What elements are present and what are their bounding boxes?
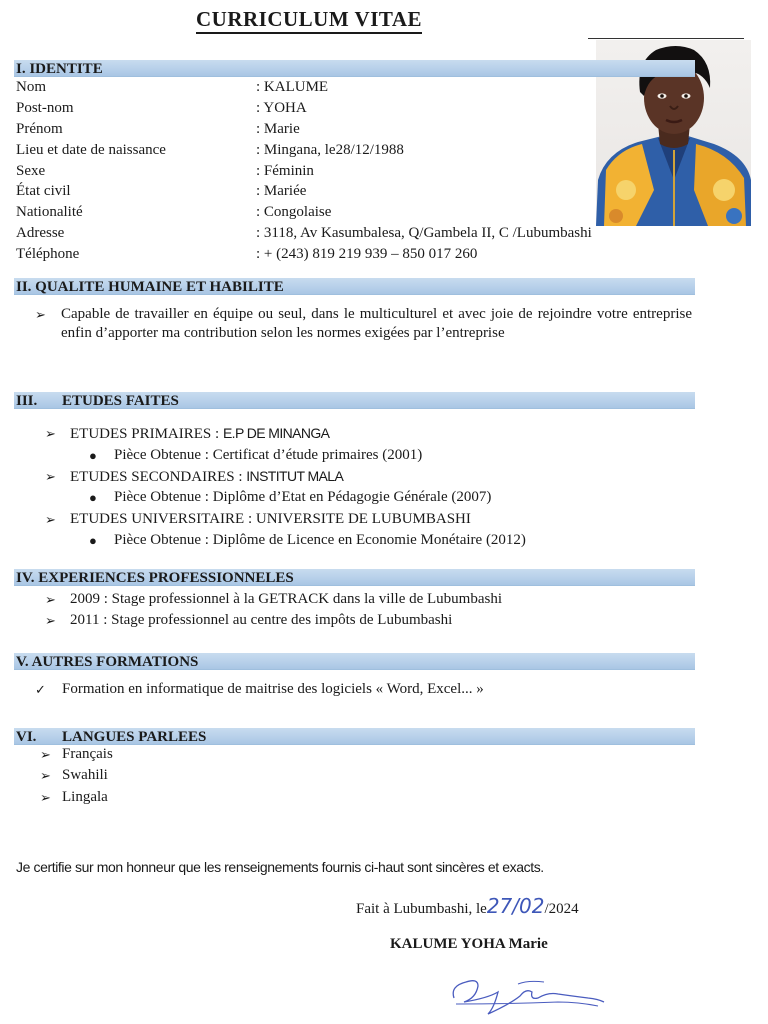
section-heading-formations: V. AUTRES FORMATIONS <box>16 654 199 670</box>
certification-statement: Je certifie sur mon honneur que les renseignements fournis ci-haut sont sincères et exacts. <box>16 859 544 875</box>
etudes-school: UNIVERSITE DE LUBUMBASHI <box>255 511 471 527</box>
section-number-langues: VI. <box>16 729 37 745</box>
identite-value-prenom: : Marie <box>256 121 300 137</box>
dot-bullet-icon: ● <box>89 533 97 548</box>
section-heading-identite: I. IDENTITE <box>16 61 103 77</box>
signature-image <box>448 968 608 1018</box>
identite-value-postnom: : YOHA <box>256 100 307 116</box>
photo-frame-line <box>588 38 744 39</box>
section-heading-langues-text: LANGUES PARLEES <box>62 729 207 745</box>
date-prefix: Fait à Lubumbashi, le <box>356 901 487 917</box>
section-heading-etudes <box>16 393 179 409</box>
date-day: 27 <box>486 894 513 918</box>
date-line <box>356 894 579 919</box>
identite-label-prenom: Prénom <box>16 121 63 137</box>
langue-item: Lingala <box>62 789 108 805</box>
etudes-piece-secondaires: Pièce Obtenue : Diplôme d’Etat en Pédagogie Générale (2007) <box>114 489 492 505</box>
etudes-school: INSTITUT MALA <box>246 468 344 484</box>
date-sep: / <box>512 894 520 918</box>
arrow-bullet-icon: ➢ <box>40 790 51 805</box>
identite-value-nationalite: : Congolaise <box>256 204 332 220</box>
section-heading-experiences: IV. EXPERIENCES PROFESSIONNELES <box>16 570 294 586</box>
langue-item: Swahili <box>62 767 108 783</box>
arrow-bullet-icon: ➢ <box>45 426 56 441</box>
identite-value-adresse: : 3118, Av Kasumbalesa, Q/Gambela II, C /Lubumbashi <box>256 225 592 241</box>
etudes-level: ETUDES SECONDAIRES <box>70 469 235 485</box>
etudes-separator: : <box>234 469 247 485</box>
section-bar-identite <box>14 60 695 77</box>
identite-label-adresse: Adresse <box>16 225 65 241</box>
identite-value-sexe: : Féminin <box>256 163 314 179</box>
identite-value-naissance: : Mingana, le28/12/1988 <box>256 142 404 158</box>
identite-label-postnom: Post-nom <box>16 100 74 116</box>
identite-value-etat-civil: : Mariée <box>256 183 307 199</box>
section-number-etudes: III. <box>16 393 38 409</box>
section-heading-langues <box>16 729 206 745</box>
etudes-level: ETUDES PRIMAIRES <box>70 426 212 442</box>
page-title-text: CURRICULUM VITAE <box>196 7 422 34</box>
experience-item: 2011 : Stage professionnel au centre des impôts de Lubumbashi <box>70 612 453 628</box>
identite-label-nom: Nom <box>16 79 46 95</box>
identite-label-telephone: Téléphone <box>16 246 80 262</box>
langue-item: Français <box>62 746 113 762</box>
arrow-bullet-icon: ➢ <box>40 768 51 783</box>
etudes-separator: : <box>211 426 223 442</box>
signatory-name: KALUME YOHA Marie <box>390 936 548 952</box>
arrow-bullet-icon: ➢ <box>45 592 56 607</box>
date-year: /2024 <box>544 901 579 917</box>
qualite-paragraph: Capable de travailler en équipe ou seul, dans le multiculturel et avec joie de rejoindre votre entreprise enfin d’apporter ma contribution selon les normes exigées par l’entreprise <box>61 306 692 341</box>
etudes-piece-universitaire: Pièce Obtenue : Diplôme de Licence en Economie Monétaire (2012) <box>114 532 526 548</box>
section-heading-qualite: II. QUALITE HUMAINE ET HABILITE <box>16 279 284 295</box>
etudes-item-primaires <box>70 424 329 444</box>
section-heading-etudes-text: ETUDES FAITES <box>62 393 179 409</box>
arrow-bullet-icon: ➢ <box>35 307 46 322</box>
etudes-school: E.P DE MINANGA <box>222 425 330 441</box>
dot-bullet-icon: ● <box>89 490 97 505</box>
formation-item: Formation en informatique de maitrise des logiciels « Word, Excel... » <box>62 681 484 697</box>
etudes-separator: : <box>244 511 256 527</box>
dot-bullet-icon: ● <box>89 448 97 463</box>
experience-item: 2009 : Stage professionnel à la GETRACK dans la ville de Lubumbashi <box>70 591 503 607</box>
arrow-bullet-icon: ➢ <box>40 747 51 762</box>
date-month: 02 <box>519 894 545 918</box>
identite-label-nationalite: Nationalité <box>16 204 83 220</box>
identite-value-nom: : KALUME <box>256 79 329 95</box>
page-title <box>0 7 618 32</box>
identite-label-sexe: Sexe <box>16 163 46 179</box>
checkmark-bullet-icon: ✓ <box>35 682 46 697</box>
etudes-piece-primaires: Pièce Obtenue : Certificat d’étude primaires (2001) <box>114 447 423 463</box>
etudes-item-secondaires <box>70 467 343 487</box>
etudes-level: ETUDES UNIVERSITAIRE <box>70 511 245 527</box>
identite-label-etat-civil: État civil <box>16 183 71 199</box>
etudes-item-universitaire <box>70 510 471 529</box>
identite-label-naissance: Lieu et date de naissance <box>16 142 166 158</box>
arrow-bullet-icon: ➢ <box>45 613 56 628</box>
arrow-bullet-icon: ➢ <box>45 469 56 484</box>
arrow-bullet-icon: ➢ <box>45 512 56 527</box>
identite-value-telephone: : + (243) 819 219 939 – 850 017 260 <box>256 246 478 262</box>
